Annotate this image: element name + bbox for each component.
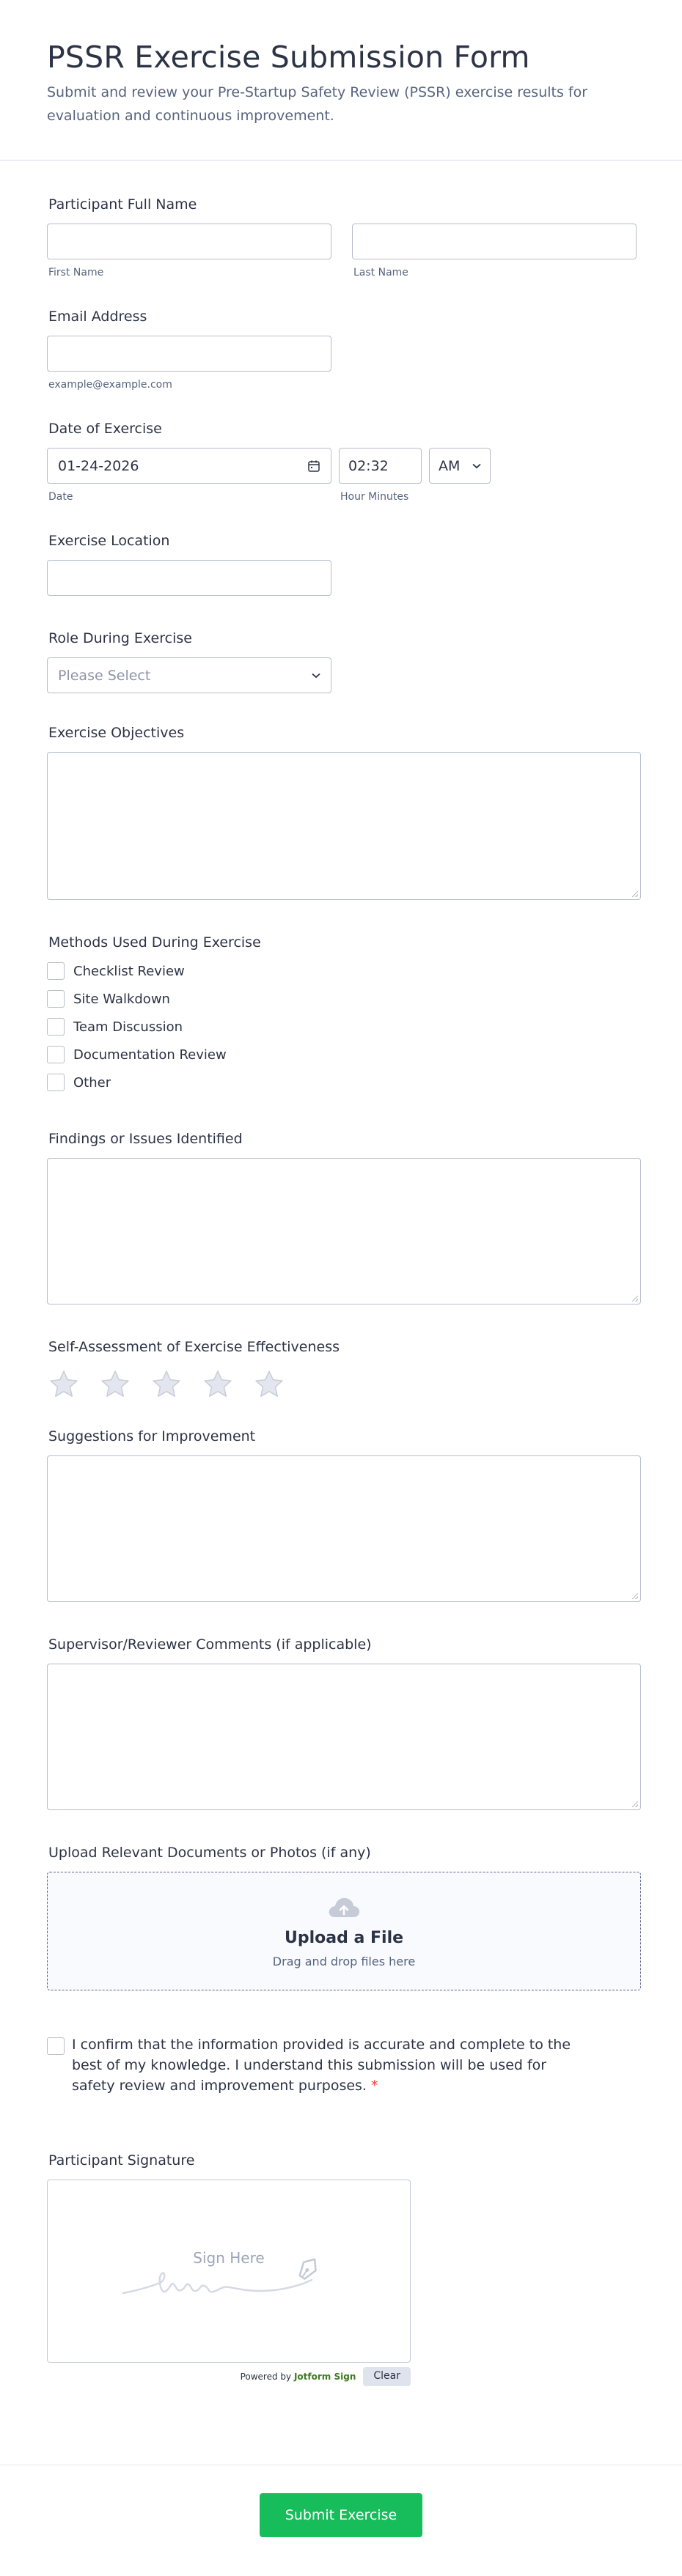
time-value: 02:32 <box>348 457 389 474</box>
method-option-label: Documentation Review <box>73 1047 227 1063</box>
email-label: Email Address <box>48 309 147 325</box>
form-body <box>0 194 682 2386</box>
signature-pad[interactable] <box>47 2180 411 2363</box>
ampm-select[interactable] <box>429 448 491 484</box>
date-value: 01-24-2026 <box>58 457 139 474</box>
confirm-checkbox-row[interactable] <box>47 2034 582 2096</box>
location-question <box>47 531 641 596</box>
form-subtitle: Submit and review your Pre-Startup Safety Review (PSSR) exercise results for evaluation and continuous improvement. <box>47 84 588 124</box>
star-icon[interactable] <box>254 1369 285 1400</box>
email-input[interactable] <box>47 336 331 372</box>
confirm-question <box>47 2034 582 2096</box>
time-sublabel: Hour Minutes <box>340 491 409 503</box>
signature-question <box>47 2150 641 2386</box>
methods-question <box>47 932 641 1096</box>
star-icon[interactable] <box>151 1369 182 1400</box>
form-header <box>0 0 682 160</box>
comments-question <box>47 1634 641 1810</box>
checkbox[interactable] <box>47 1074 65 1091</box>
suggestions-question <box>47 1426 641 1602</box>
method-option-label: Site Walkdown <box>73 991 170 1007</box>
checkbox[interactable] <box>47 990 65 1008</box>
method-option-label: Team Discussion <box>73 1019 183 1035</box>
confirm-text: I confirm that the information provided is accurate and complete to the best of my knowledge. I understand this submission will be used for safety review and improvement purposes. <box>72 2037 571 2094</box>
comments-textarea[interactable] <box>47 1664 641 1810</box>
comments-label: Supervisor/Reviewer Comments (if applicable) <box>48 1636 372 1653</box>
star-icon[interactable] <box>48 1369 79 1400</box>
checkbox[interactable] <box>47 1046 65 1063</box>
location-label: Exercise Location <box>48 533 170 549</box>
ampm-value: AM <box>439 457 461 474</box>
date-label: Date of Exercise <box>48 421 162 437</box>
upload-subtitle: Drag and drop files here <box>272 1955 416 1968</box>
upload-question <box>47 1842 641 1990</box>
jotform-sign-brand[interactable]: Jotform Sign <box>293 2372 356 2382</box>
required-asterisk: * <box>370 2078 378 2094</box>
method-option[interactable] <box>47 1069 641 1096</box>
date-sublabel: Date <box>48 491 73 503</box>
signature-label: Participant Signature <box>48 2152 195 2169</box>
star-rating <box>47 1369 641 1400</box>
suggestions-textarea[interactable] <box>47 1455 641 1602</box>
checkbox[interactable] <box>47 962 65 980</box>
form-footer <box>0 2465 682 2576</box>
first-name-sublabel: First Name <box>48 267 104 278</box>
role-label: Role During Exercise <box>48 630 192 646</box>
star-icon[interactable] <box>100 1369 131 1400</box>
clear-signature-button[interactable]: Clear <box>363 2367 411 2386</box>
email-question <box>47 306 641 391</box>
method-option[interactable] <box>47 985 641 1013</box>
method-option[interactable] <box>47 1041 641 1069</box>
signature-scribble-icon <box>120 2251 340 2302</box>
checkbox[interactable] <box>47 1018 65 1036</box>
signature-placeholder: Sign Here <box>193 2249 265 2267</box>
methods-label: Methods Used During Exercise <box>48 934 261 951</box>
objectives-label: Exercise Objectives <box>48 725 185 741</box>
calendar-icon[interactable] <box>307 460 320 473</box>
methods-options <box>47 957 641 1096</box>
suggestions-label: Suggestions for Improvement <box>48 1428 256 1444</box>
upload-label: Upload Relevant Documents or Photos (if any) <box>48 1845 371 1861</box>
method-option-label: Other <box>73 1074 111 1090</box>
file-upload-dropzone[interactable] <box>47 1872 641 1990</box>
upload-title: Upload a File <box>284 1929 404 1947</box>
form-title: PSSR Exercise Submission Form <box>47 40 530 75</box>
findings-question <box>47 1129 641 1304</box>
method-option[interactable] <box>47 1013 641 1041</box>
participant-name-label: Participant Full Name <box>48 196 197 213</box>
objectives-question <box>47 723 641 900</box>
findings-textarea[interactable] <box>47 1158 641 1304</box>
last-name-input[interactable] <box>352 224 637 259</box>
role-placeholder: Please Select <box>58 667 151 684</box>
email-sublabel: example@example.com <box>48 379 172 391</box>
findings-label: Findings or Issues Identified <box>48 1131 243 1147</box>
rating-label: Self-Assessment of Exercise Effectiveness <box>48 1339 340 1355</box>
powered-by <box>241 2372 356 2382</box>
role-select[interactable] <box>47 657 331 693</box>
chevron-down-icon <box>472 463 481 469</box>
last-name-sublabel: Last Name <box>353 267 408 278</box>
location-input[interactable] <box>47 560 331 596</box>
method-option-label: Checklist Review <box>73 963 185 979</box>
chevron-down-icon <box>312 673 320 679</box>
date-input[interactable] <box>47 448 331 484</box>
method-option[interactable] <box>47 957 641 985</box>
signature-footer <box>47 2367 411 2386</box>
powered-prefix: Powered by <box>240 2372 292 2382</box>
role-question <box>47 628 641 693</box>
first-name-input[interactable] <box>47 224 331 259</box>
confirm-checkbox[interactable] <box>47 2037 65 2055</box>
time-input[interactable] <box>339 448 422 484</box>
submit-button[interactable]: Submit Exercise <box>260 2493 422 2537</box>
cloud-upload-icon <box>326 1894 362 1920</box>
date-question <box>47 418 641 503</box>
participant-name-question <box>47 194 641 278</box>
star-icon[interactable] <box>202 1369 233 1400</box>
objectives-textarea[interactable] <box>47 752 641 900</box>
rating-question <box>47 1337 641 1400</box>
